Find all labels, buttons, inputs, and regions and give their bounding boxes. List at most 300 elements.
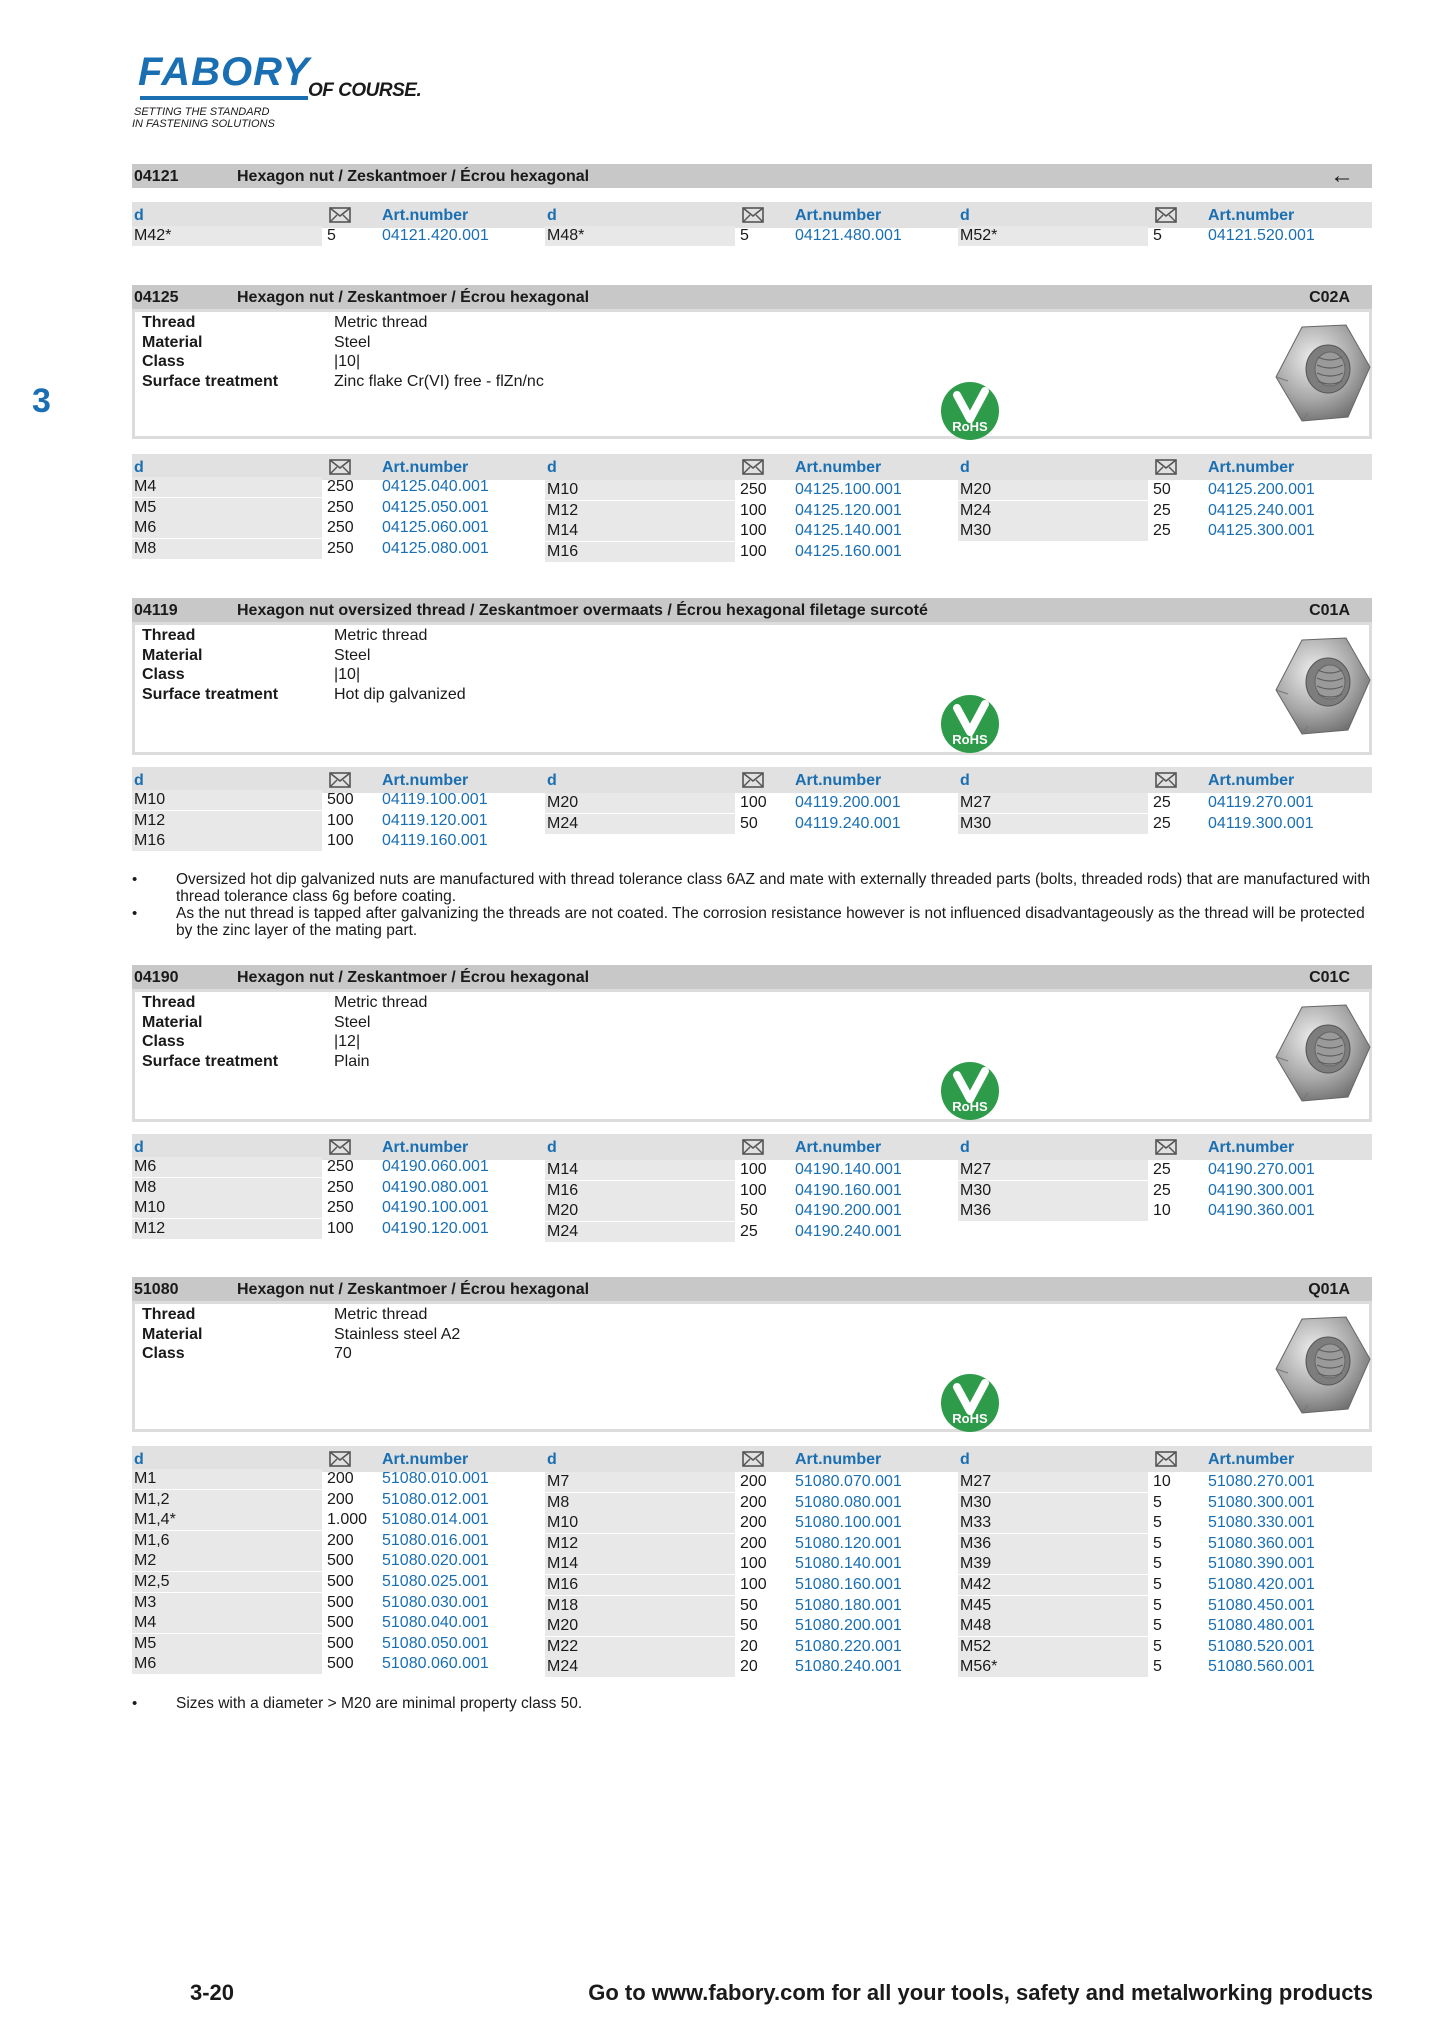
svg-text:RoHS: RoHS bbox=[952, 419, 988, 434]
article-number-link[interactable]: 51080.450.001 bbox=[1208, 1596, 1315, 1614]
cell-diameter: M1,6 bbox=[132, 1531, 322, 1551]
cell-quantity: 100 bbox=[740, 1555, 767, 1573]
article-number-link[interactable]: 04125.120.001 bbox=[795, 501, 902, 519]
spec-value-surface: Zinc flake Cr(VI) free - flZn/nc bbox=[334, 372, 544, 390]
cell-diameter: M12 bbox=[545, 501, 735, 521]
section-title: Hexagon nut / Zeskantmoer / Écrou hexagonal bbox=[237, 289, 590, 306]
article-number-link[interactable]: 04119.100.001 bbox=[382, 791, 488, 808]
section-number: 04190 bbox=[134, 969, 179, 986]
article-number-link[interactable]: 04190.300.001 bbox=[1208, 1181, 1315, 1199]
cell-quantity: 50 bbox=[740, 1596, 758, 1614]
article-number-link[interactable]: 51080.030.001 bbox=[382, 1593, 489, 1611]
cell-quantity: 100 bbox=[740, 501, 767, 519]
column-header-art-number: Art.number bbox=[795, 1451, 882, 1468]
article-number-link[interactable]: 04190.160.001 bbox=[795, 1181, 902, 1199]
cell-quantity: 100 bbox=[740, 794, 767, 811]
article-number-link[interactable]: 51080.040.001 bbox=[382, 1614, 489, 1632]
cell-diameter: M2,5 bbox=[132, 1572, 322, 1592]
spec-value-surface: Plain bbox=[334, 1052, 370, 1070]
rohs-badge bbox=[940, 381, 1000, 446]
cell-quantity: 100 bbox=[740, 542, 767, 560]
column-header-d: d bbox=[547, 772, 557, 789]
cell-quantity: 500 bbox=[327, 1573, 354, 1590]
section-header bbox=[132, 1277, 1372, 1301]
cell-quantity: 200 bbox=[740, 1493, 767, 1511]
cell-quantity: 500 bbox=[327, 1634, 354, 1652]
cell-diameter: M2 bbox=[132, 1551, 322, 1571]
envelope-icon bbox=[1155, 772, 1177, 793]
column-header-art-number: Art.number bbox=[382, 1451, 469, 1468]
cell-diameter: M16 bbox=[545, 542, 735, 562]
spec-value-material: Steel bbox=[334, 333, 371, 351]
column-header-d: d bbox=[960, 207, 970, 224]
cell-diameter: M48 bbox=[958, 1616, 1148, 1636]
column-header-d: d bbox=[960, 1139, 970, 1156]
page-number: 3-20 bbox=[190, 1980, 235, 2005]
article-number-link[interactable]: 51080.360.001 bbox=[1208, 1534, 1315, 1552]
hex-nut-image bbox=[1272, 1001, 1372, 1112]
cell-diameter: M36 bbox=[958, 1201, 1148, 1221]
cell-quantity: 5 bbox=[1153, 1617, 1162, 1635]
spec-label-surface: Surface treatment bbox=[142, 685, 279, 703]
article-number-link[interactable]: 51080.020.001 bbox=[382, 1552, 489, 1570]
spec-box bbox=[132, 989, 1372, 1122]
article-number-link[interactable]: 04125.080.001 bbox=[382, 539, 489, 557]
rohs-badge bbox=[940, 694, 1000, 759]
cell-diameter: M27 bbox=[958, 1472, 1148, 1492]
article-number-link[interactable]: 51080.160.001 bbox=[795, 1576, 902, 1593]
spec-box bbox=[132, 1301, 1372, 1432]
envelope-icon bbox=[742, 1451, 764, 1472]
spec-value-thread: Metric thread bbox=[334, 627, 428, 644]
hex-nut-image bbox=[1272, 321, 1372, 432]
article-number-link[interactable]: 04119.120.001 bbox=[382, 811, 488, 829]
cell-diameter: M20 bbox=[545, 1201, 735, 1221]
envelope-icon bbox=[742, 459, 764, 480]
cell-diameter: M8 bbox=[132, 539, 322, 559]
footer-text: Go to www.fabory.com for all your tools, safety and metalworking products bbox=[588, 1980, 1373, 2005]
rohs-badge bbox=[940, 1061, 1000, 1126]
article-number-link[interactable]: 51080.010.001 bbox=[382, 1470, 489, 1487]
cell-quantity: 25 bbox=[1153, 1181, 1171, 1199]
cell-quantity: 5 bbox=[1153, 1555, 1162, 1573]
cell-quantity: 200 bbox=[327, 1531, 354, 1549]
cell-diameter: M39 bbox=[958, 1554, 1148, 1574]
section-code: C01C bbox=[1309, 969, 1350, 986]
article-number-link[interactable]: 51080.330.001 bbox=[1208, 1514, 1315, 1532]
article-number-link[interactable]: 04190.270.001 bbox=[1208, 1161, 1315, 1178]
cell-diameter: M10 bbox=[545, 1513, 735, 1533]
column-header-d: d bbox=[960, 772, 970, 789]
spec-value-class: |12| bbox=[334, 1033, 361, 1050]
article-number-link[interactable]: 51080.012.001 bbox=[382, 1490, 489, 1508]
cell-diameter: M24 bbox=[545, 1222, 735, 1242]
cell-quantity: 250 bbox=[327, 1178, 354, 1196]
column-header-art-number: Art.number bbox=[382, 459, 469, 476]
cell-diameter: M1 bbox=[132, 1469, 322, 1489]
article-number-link[interactable]: 04190.080.001 bbox=[382, 1178, 489, 1196]
cell-quantity: 250 bbox=[327, 539, 354, 557]
cell-quantity: 10 bbox=[1153, 1473, 1171, 1490]
column-header-art-number: Art.number bbox=[1208, 1451, 1295, 1468]
spec-value-class: |10| bbox=[334, 666, 361, 683]
envelope-icon bbox=[1155, 459, 1177, 480]
cell-quantity: 200 bbox=[740, 1473, 767, 1490]
cell-quantity: 25 bbox=[1153, 794, 1171, 811]
cell-quantity: 200 bbox=[327, 1470, 354, 1487]
spec-value-class: 70 bbox=[334, 1345, 352, 1362]
cell-quantity: 5 bbox=[1153, 1658, 1162, 1676]
cell-diameter: M16 bbox=[545, 1181, 735, 1201]
cell-diameter: M6 bbox=[132, 518, 322, 538]
spec-value-class: |10| bbox=[334, 353, 361, 370]
cell-diameter: M18 bbox=[545, 1596, 735, 1616]
cell-diameter: M14 bbox=[545, 1554, 735, 1574]
article-number-link[interactable]: 04121.480.001 bbox=[795, 227, 902, 244]
cell-quantity: 20 bbox=[740, 1658, 758, 1676]
article-number-link[interactable]: 04190.140.001 bbox=[795, 1161, 902, 1178]
cell-diameter: M27 bbox=[958, 1160, 1148, 1180]
cell-quantity: 100 bbox=[327, 811, 354, 829]
column-header-art-number: Art.number bbox=[1208, 1139, 1295, 1156]
cell-quantity: 25 bbox=[1153, 814, 1171, 832]
article-number-link[interactable]: 04190.120.001 bbox=[382, 1219, 489, 1237]
article-number-link[interactable]: 51080.240.001 bbox=[795, 1658, 902, 1676]
column-header-d: d bbox=[134, 1139, 144, 1156]
section-title: Hexagon nut / Zeskantmoer / Écrou hexagonal bbox=[237, 168, 590, 185]
column-header-art-number: Art.number bbox=[795, 459, 882, 476]
column-header-d: d bbox=[134, 1451, 144, 1468]
spec-value-material: Steel bbox=[334, 1013, 371, 1031]
cell-diameter: M30 bbox=[958, 1493, 1148, 1513]
cell-diameter: M56* bbox=[958, 1657, 1148, 1677]
spec-value-thread: Metric thread bbox=[334, 314, 428, 331]
cell-quantity: 5 bbox=[740, 227, 749, 244]
column-header-d: d bbox=[134, 772, 144, 789]
cell-diameter: M52 bbox=[958, 1637, 1148, 1657]
article-number-link[interactable]: 04121.520.001 bbox=[1208, 227, 1315, 244]
rohs-badge bbox=[940, 1373, 1000, 1438]
cell-quantity: 5 bbox=[327, 227, 336, 244]
cell-quantity: 25 bbox=[1153, 1161, 1171, 1178]
column-header-d: d bbox=[960, 1451, 970, 1468]
article-number-link[interactable]: 04125.040.001 bbox=[382, 478, 489, 495]
chapter-number: 3 bbox=[32, 382, 51, 420]
article-number-link[interactable]: 51080.270.001 bbox=[1208, 1473, 1315, 1490]
cell-diameter: M48* bbox=[545, 226, 735, 246]
article-number-link[interactable]: 51080.050.001 bbox=[382, 1634, 489, 1652]
brand-tagline-1: SETTING THE STANDARD bbox=[134, 106, 270, 118]
cell-diameter: M33 bbox=[958, 1513, 1148, 1533]
envelope-icon bbox=[742, 1139, 764, 1160]
svg-text:RoHS: RoHS bbox=[952, 1099, 988, 1114]
article-number-link[interactable]: 51080.070.001 bbox=[795, 1473, 902, 1490]
back-arrow-icon[interactable]: ← bbox=[1330, 162, 1354, 189]
cell-quantity: 100 bbox=[327, 832, 354, 849]
article-number-link[interactable]: 51080.220.001 bbox=[795, 1637, 902, 1655]
cell-diameter: M6 bbox=[132, 1654, 322, 1674]
article-number-link[interactable]: 51080.480.001 bbox=[1208, 1617, 1315, 1635]
cell-quantity: 5 bbox=[1153, 1596, 1162, 1614]
article-number-link[interactable]: 51080.080.001 bbox=[795, 1493, 902, 1511]
article-number-link[interactable]: 04190.060.001 bbox=[382, 1158, 489, 1175]
spec-value-thread: Metric thread bbox=[334, 994, 428, 1011]
article-number-link[interactable]: 04125.100.001 bbox=[795, 481, 902, 498]
spec-box bbox=[132, 309, 1372, 439]
cell-diameter: M12 bbox=[545, 1534, 735, 1554]
cell-quantity: 5 bbox=[1153, 1493, 1162, 1511]
note-text: As the nut thread is tapped after galvanizing the threads are not coated. The corrosion resistance however is not influenced disadvantageously as the thread will be protected by the zinc layer of the mating part. bbox=[176, 905, 1365, 939]
section-header bbox=[132, 164, 1372, 188]
article-number-link[interactable]: 04119.270.001 bbox=[1208, 794, 1314, 811]
article-number-link[interactable]: 04119.300.001 bbox=[1208, 814, 1314, 832]
article-number-link[interactable]: 04190.360.001 bbox=[1208, 1202, 1315, 1219]
cell-diameter: M42 bbox=[958, 1575, 1148, 1595]
cell-diameter: M6 bbox=[132, 1157, 322, 1177]
column-header-d: d bbox=[960, 459, 970, 476]
cell-quantity: 100 bbox=[740, 1161, 767, 1178]
brand-slogan: OF COURSE. bbox=[308, 80, 422, 101]
hex-nut-image bbox=[1272, 634, 1372, 745]
svg-text:RoHS: RoHS bbox=[952, 732, 988, 747]
envelope-icon bbox=[742, 207, 764, 228]
cell-quantity: 250 bbox=[327, 478, 354, 495]
spec-value-surface: Hot dip galvanized bbox=[334, 685, 466, 703]
spec-label-class: Class bbox=[142, 1033, 185, 1050]
cell-quantity: 200 bbox=[740, 1534, 767, 1552]
column-header-art-number: Art.number bbox=[382, 207, 469, 224]
article-number-link[interactable]: 04125.200.001 bbox=[1208, 481, 1315, 498]
cell-quantity: 500 bbox=[327, 1593, 354, 1611]
section-code: C01A bbox=[1309, 602, 1350, 619]
cell-diameter: M20 bbox=[958, 480, 1148, 500]
spec-value-thread: Metric thread bbox=[334, 1306, 428, 1323]
cell-quantity: 5 bbox=[1153, 1576, 1162, 1593]
cell-quantity: 50 bbox=[740, 1617, 758, 1635]
spec-label-material: Material bbox=[142, 1013, 203, 1031]
section-header bbox=[132, 965, 1372, 989]
spec-label-material: Material bbox=[142, 646, 203, 664]
spec-value-material: Steel bbox=[334, 646, 371, 664]
spec-label-material: Material bbox=[142, 333, 203, 351]
cell-quantity: 500 bbox=[327, 1655, 354, 1673]
envelope-icon bbox=[1155, 1451, 1177, 1472]
cell-quantity: 10 bbox=[1153, 1202, 1171, 1219]
cell-quantity: 1.000 bbox=[327, 1511, 368, 1529]
column-header-d: d bbox=[547, 207, 557, 224]
cell-diameter: M52* bbox=[958, 226, 1148, 246]
cell-quantity: 200 bbox=[740, 1514, 767, 1532]
cell-diameter: M30 bbox=[958, 814, 1148, 834]
article-number-link[interactable]: 04190.100.001 bbox=[382, 1199, 489, 1216]
envelope-icon bbox=[742, 772, 764, 793]
column-header-d: d bbox=[547, 459, 557, 476]
note-bullet: • bbox=[132, 905, 138, 922]
cell-quantity: 50 bbox=[740, 814, 758, 832]
cell-diameter: M22 bbox=[545, 1637, 735, 1657]
column-header-art-number: Art.number bbox=[382, 1139, 469, 1156]
cell-diameter: M1,4* bbox=[132, 1510, 322, 1530]
spec-label-thread: Thread bbox=[142, 314, 196, 331]
note-text: Sizes with a diameter > M20 are minimal property class 50. bbox=[176, 1695, 583, 1712]
cell-quantity: 50 bbox=[740, 1202, 758, 1219]
cell-quantity: 250 bbox=[740, 481, 767, 498]
cell-quantity: 5 bbox=[1153, 1637, 1162, 1655]
spec-label-thread: Thread bbox=[142, 994, 196, 1011]
cell-quantity: 25 bbox=[740, 1222, 758, 1240]
cell-diameter: M4 bbox=[132, 477, 322, 497]
cell-quantity: 5 bbox=[1153, 1534, 1162, 1552]
envelope-icon bbox=[329, 207, 351, 228]
article-number-link[interactable]: 51080.140.001 bbox=[795, 1555, 902, 1573]
cell-diameter: M30 bbox=[958, 521, 1148, 541]
cell-diameter: M10 bbox=[132, 1198, 322, 1218]
spec-label-class: Class bbox=[142, 353, 185, 370]
cell-quantity: 100 bbox=[740, 522, 767, 539]
article-number-link[interactable]: 04190.240.001 bbox=[795, 1222, 902, 1240]
spec-box bbox=[132, 622, 1372, 755]
article-number-link[interactable]: 51080.060.001 bbox=[382, 1655, 489, 1673]
cell-quantity: 500 bbox=[327, 791, 354, 808]
article-number-link[interactable]: 51080.300.001 bbox=[1208, 1493, 1315, 1511]
spec-value-material: Stainless steel A2 bbox=[334, 1325, 461, 1343]
cell-diameter: M20 bbox=[545, 1616, 735, 1636]
cell-diameter: M36 bbox=[958, 1534, 1148, 1554]
section-title: Hexagon nut / Zeskantmoer / Écrou hexagonal bbox=[237, 969, 590, 986]
cell-diameter: M1,2 bbox=[132, 1490, 322, 1510]
cell-diameter: M10 bbox=[545, 480, 735, 500]
column-header-art-number: Art.number bbox=[1208, 207, 1295, 224]
cell-quantity: 100 bbox=[327, 1219, 354, 1237]
column-header-art-number: Art.number bbox=[795, 1139, 882, 1156]
cell-quantity: 250 bbox=[327, 498, 354, 516]
column-header-art-number: Art.number bbox=[795, 772, 882, 789]
note-text: Oversized hot dip galvanized nuts are manufactured with thread tolerance class 6AZ and mate with externally threaded parts (bolts, threaded rods) that are manufactured with thread tolerance class 6g before coating. bbox=[176, 871, 1371, 905]
article-number-link[interactable]: 04125.050.001 bbox=[382, 498, 489, 516]
column-header-art-number: Art.number bbox=[1208, 459, 1295, 476]
cell-diameter: M4 bbox=[132, 1613, 322, 1633]
cell-quantity: 500 bbox=[327, 1614, 354, 1632]
cell-diameter: M5 bbox=[132, 498, 322, 518]
cell-quantity: 250 bbox=[327, 1158, 354, 1175]
article-number-link[interactable]: 51080.180.001 bbox=[795, 1596, 902, 1614]
section-code: Q01A bbox=[1308, 1281, 1350, 1298]
article-number-link[interactable]: 51080.200.001 bbox=[795, 1617, 902, 1635]
cell-diameter: M20 bbox=[545, 793, 735, 813]
cell-diameter: M7 bbox=[545, 1472, 735, 1492]
article-number-link[interactable]: 04119.200.001 bbox=[795, 794, 901, 811]
spec-label-class: Class bbox=[142, 666, 185, 683]
note-bullet: • bbox=[132, 1695, 138, 1712]
logo-underline bbox=[140, 96, 308, 100]
cell-quantity: 250 bbox=[327, 1199, 354, 1216]
column-header-art-number: Art.number bbox=[795, 207, 882, 224]
hex-nut-image bbox=[1272, 1313, 1372, 1424]
article-number-link[interactable]: 51080.390.001 bbox=[1208, 1555, 1315, 1573]
column-header-art-number: Art.number bbox=[1208, 772, 1295, 789]
article-number-link[interactable]: 04119.240.001 bbox=[795, 814, 901, 832]
envelope-icon bbox=[1155, 1139, 1177, 1160]
article-number-link[interactable]: 51080.014.001 bbox=[382, 1511, 489, 1529]
cell-quantity: 5 bbox=[1153, 227, 1162, 244]
cell-diameter: M30 bbox=[958, 1181, 1148, 1201]
article-number-link[interactable]: 51080.016.001 bbox=[382, 1531, 489, 1549]
cell-diameter: M12 bbox=[132, 811, 322, 831]
cell-diameter: M14 bbox=[545, 1160, 735, 1180]
cell-diameter: M16 bbox=[545, 1575, 735, 1595]
article-number-link[interactable]: 04119.160.001 bbox=[382, 832, 488, 849]
article-number-link[interactable]: 04125.240.001 bbox=[1208, 501, 1315, 519]
article-number-link[interactable]: 51080.420.001 bbox=[1208, 1576, 1315, 1593]
cell-quantity: 20 bbox=[740, 1637, 758, 1655]
spec-label-surface: Surface treatment bbox=[142, 1052, 279, 1070]
section-number: 04121 bbox=[134, 168, 179, 185]
article-number-link[interactable]: 51080.025.001 bbox=[382, 1573, 489, 1590]
cell-diameter: M3 bbox=[132, 1593, 322, 1613]
cell-diameter: M24 bbox=[958, 501, 1148, 521]
spec-label-material: Material bbox=[142, 1325, 203, 1343]
cell-quantity: 200 bbox=[327, 1490, 354, 1508]
cell-quantity: 25 bbox=[1153, 522, 1171, 539]
cell-diameter: M42* bbox=[132, 226, 322, 246]
cell-quantity: 500 bbox=[327, 1552, 354, 1570]
brand-tagline-2: IN FASTENING SOLUTIONS bbox=[132, 118, 275, 130]
column-header-d: d bbox=[134, 459, 144, 476]
envelope-icon bbox=[1155, 207, 1177, 228]
article-number-link[interactable]: 51080.560.001 bbox=[1208, 1658, 1315, 1676]
section-title: Hexagon nut / Zeskantmoer / Écrou hexagonal bbox=[237, 1281, 590, 1298]
cell-quantity: 250 bbox=[327, 519, 354, 536]
cell-quantity: 100 bbox=[740, 1576, 767, 1593]
cell-diameter: M24 bbox=[545, 1657, 735, 1677]
article-number-link[interactable]: 04125.160.001 bbox=[795, 542, 902, 560]
cell-diameter: M16 bbox=[132, 831, 322, 851]
cell-quantity: 25 bbox=[1153, 501, 1171, 519]
article-number-link[interactable]: 51080.100.001 bbox=[795, 1514, 902, 1532]
section-code: C02A bbox=[1309, 289, 1350, 306]
article-number-link[interactable]: 04121.420.001 bbox=[382, 227, 489, 244]
cell-diameter: M8 bbox=[545, 1493, 735, 1513]
cell-diameter: M27 bbox=[958, 793, 1148, 813]
article-number-link[interactable]: 51080.120.001 bbox=[795, 1534, 902, 1552]
article-number-link[interactable]: 04190.200.001 bbox=[795, 1202, 902, 1219]
section-header bbox=[132, 598, 1372, 622]
cell-quantity: 5 bbox=[1153, 1514, 1162, 1532]
spec-label-class: Class bbox=[142, 1345, 185, 1362]
spec-label-thread: Thread bbox=[142, 1306, 196, 1323]
cell-diameter: M14 bbox=[545, 521, 735, 541]
section-number: 04125 bbox=[134, 289, 179, 306]
cell-diameter: M10 bbox=[132, 790, 322, 810]
column-header-art-number: Art.number bbox=[382, 772, 469, 789]
cell-quantity: 50 bbox=[1153, 481, 1171, 498]
cell-diameter: M8 bbox=[132, 1178, 322, 1198]
column-header-d: d bbox=[547, 1451, 557, 1468]
cell-quantity: 100 bbox=[740, 1181, 767, 1199]
brand-logo: FABORY bbox=[138, 50, 310, 94]
section-number: 04119 bbox=[134, 602, 178, 619]
section-number: 51080 bbox=[134, 1281, 179, 1298]
cell-diameter: M24 bbox=[545, 814, 735, 834]
section-header bbox=[132, 285, 1372, 309]
article-number-link[interactable]: 04125.300.001 bbox=[1208, 522, 1315, 539]
column-header-d: d bbox=[547, 1139, 557, 1156]
svg-text:RoHS: RoHS bbox=[952, 1411, 988, 1426]
article-number-link[interactable]: 51080.520.001 bbox=[1208, 1637, 1315, 1655]
article-number-link[interactable]: 04125.140.001 bbox=[795, 522, 902, 539]
column-header-d: d bbox=[134, 207, 144, 224]
article-number-link[interactable]: 04125.060.001 bbox=[382, 519, 489, 536]
